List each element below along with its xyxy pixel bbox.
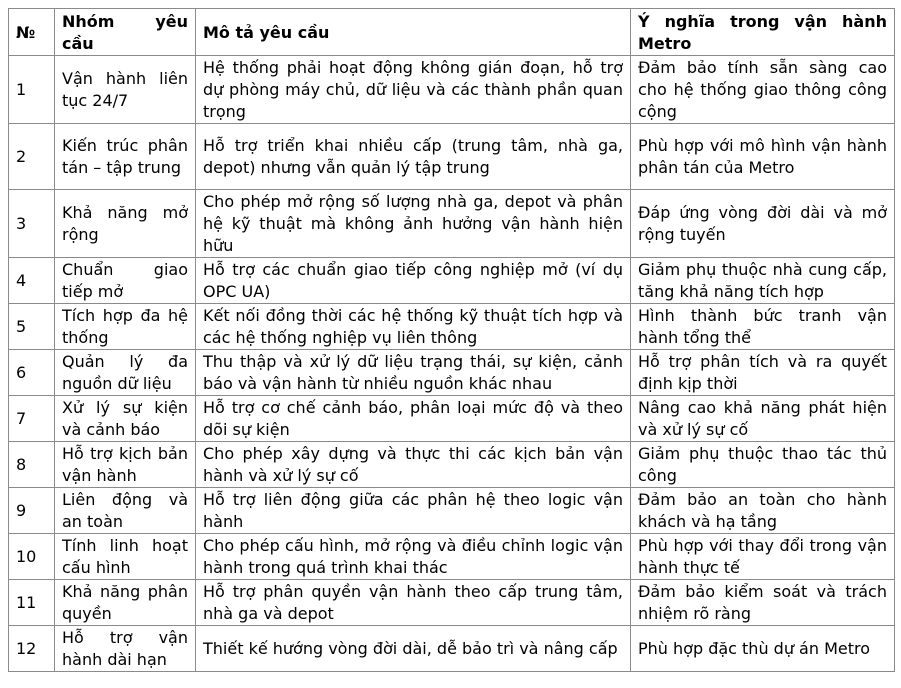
- header-no: №: [9, 9, 55, 56]
- row-meaning: Phù hợp đặc thù dự án Metro: [631, 626, 895, 672]
- row-number: 3: [9, 190, 55, 258]
- row-meaning: Đảm bảo tính sẵn sàng cao cho hệ thống giao thông công cộng: [631, 56, 895, 124]
- row-group: Hỗ trợ vận hành dài hạn: [55, 626, 196, 672]
- row-description: Hỗ trợ phân quyền vận hành theo cấp trung tâm, nhà ga và depot: [196, 580, 631, 626]
- table-row: [9, 258, 895, 304]
- row-description: Hỗ trợ các chuẩn giao tiếp công nghiệp mở (ví dụ OPC UA): [196, 258, 631, 304]
- header-group: Nhóm yêu cầu: [55, 9, 196, 56]
- table-row: [9, 124, 895, 190]
- row-description: Thiết kế hướng vòng đời dài, dễ bảo trì và nâng cấp: [196, 626, 631, 672]
- header-meaning: Ý nghĩa trong vận hành Metro: [631, 9, 895, 56]
- row-description: Cho phép xây dựng và thực thi các kịch bản vận hành và xử lý sự cố: [196, 442, 631, 488]
- row-description: Cho phép cấu hình, mở rộng và điều chỉnh logic vận hành trong quá trình khai thác: [196, 534, 631, 580]
- row-description: Thu thập và xử lý dữ liệu trạng thái, sự kiện, cảnh báo và vận hành từ nhiều nguồn khác nhau: [196, 350, 631, 396]
- row-meaning: Hỗ trợ phân tích và ra quyết định kịp thời: [631, 350, 895, 396]
- row-group: Xử lý sự kiện và cảnh báo: [55, 396, 196, 442]
- table-row: [9, 190, 895, 258]
- table-row: [9, 626, 895, 672]
- table-header-row: [9, 9, 895, 56]
- row-group: Vận hành liên tục 24/7: [55, 56, 196, 124]
- row-meaning: Phù hợp với thay đổi trong vận hành thực tế: [631, 534, 895, 580]
- row-description: Hỗ trợ triển khai nhiều cấp (trung tâm, nhà ga, depot) nhưng vẫn quản lý tập trung: [196, 124, 631, 190]
- table-row: [9, 488, 895, 534]
- table-row: [9, 350, 895, 396]
- row-description: Cho phép mở rộng số lượng nhà ga, depot và phân hệ kỹ thuật mà không ảnh hưởng vận hành hiện hữu: [196, 190, 631, 258]
- row-group: Quản lý đa nguồn dữ liệu: [55, 350, 196, 396]
- row-description: Hệ thống phải hoạt động không gián đoạn, hỗ trợ dự phòng máy chủ, dữ liệu và các thành phần quan trọng: [196, 56, 631, 124]
- row-number: 5: [9, 304, 55, 350]
- row-group: Tích hợp đa hệ thống: [55, 304, 196, 350]
- row-group: Khả năng mở rộng: [55, 190, 196, 258]
- row-group: Khả năng phân quyền: [55, 580, 196, 626]
- row-meaning: Giảm phụ thuộc nhà cung cấp, tăng khả năng tích hợp: [631, 258, 895, 304]
- row-number: 6: [9, 350, 55, 396]
- row-meaning: Phù hợp với mô hình vận hành phân tán của Metro: [631, 124, 895, 190]
- row-meaning: Đáp ứng vòng đời dài và mở rộng tuyến: [631, 190, 895, 258]
- row-description: Hỗ trợ liên động giữa các phân hệ theo logic vận hành: [196, 488, 631, 534]
- row-meaning: Giảm phụ thuộc thao tác thủ công: [631, 442, 895, 488]
- row-meaning: Hình thành bức tranh vận hành tổng thể: [631, 304, 895, 350]
- row-group: Chuẩn giao tiếp mở: [55, 258, 196, 304]
- row-number: 11: [9, 580, 55, 626]
- row-group: Hỗ trợ kịch bản vận hành: [55, 442, 196, 488]
- table-row: [9, 534, 895, 580]
- row-number: 2: [9, 124, 55, 190]
- row-number: 10: [9, 534, 55, 580]
- table-row: [9, 56, 895, 124]
- row-number: 1: [9, 56, 55, 124]
- row-meaning: Đảm bảo kiểm soát và trách nhiệm rõ ràng: [631, 580, 895, 626]
- row-number: 12: [9, 626, 55, 672]
- row-group: Liên động và an toàn: [55, 488, 196, 534]
- row-meaning: Nâng cao khả năng phát hiện và xử lý sự cố: [631, 396, 895, 442]
- row-number: 7: [9, 396, 55, 442]
- table-row: [9, 442, 895, 488]
- table-row: [9, 580, 895, 626]
- row-meaning: Đảm bảo an toàn cho hành khách và hạ tầng: [631, 488, 895, 534]
- row-number: 4: [9, 258, 55, 304]
- table-row: [9, 396, 895, 442]
- row-description: Hỗ trợ cơ chế cảnh báo, phân loại mức độ và theo dõi sự kiện: [196, 396, 631, 442]
- row-group: Kiến trúc phân tán – tập trung: [55, 124, 196, 190]
- table-row: [9, 304, 895, 350]
- header-description: Mô tả yêu cầu: [196, 9, 631, 56]
- requirements-table: [8, 8, 895, 672]
- row-number: 8: [9, 442, 55, 488]
- row-description: Kết nối đồng thời các hệ thống kỹ thuật tích hợp và các hệ thống nghiệp vụ liên thông: [196, 304, 631, 350]
- row-number: 9: [9, 488, 55, 534]
- row-group: Tính linh hoạt cấu hình: [55, 534, 196, 580]
